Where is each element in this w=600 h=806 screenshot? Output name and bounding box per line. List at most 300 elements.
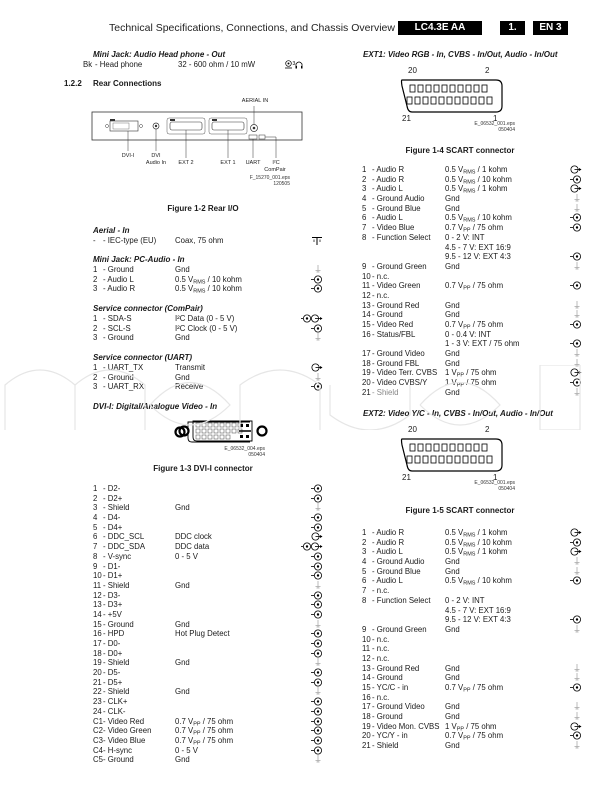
spec-value: 0 - 0.4 V: INT <box>445 329 492 339</box>
pin-number: 1 <box>362 528 367 537</box>
spec-subscript: PP <box>193 730 201 737</box>
input-signal-icon <box>570 731 582 740</box>
pin-signal-name: - Shield <box>103 687 130 697</box>
pin-row <box>93 746 333 756</box>
spec-subscript: RMS <box>463 179 476 186</box>
pin-signal-name: - Shield <box>103 580 130 590</box>
section-title-uart: Service connector (UART) <box>93 353 192 362</box>
pin-row <box>362 731 592 741</box>
section-title-compair: Service connector (ComPair) <box>93 304 203 313</box>
pin-number: 6 <box>362 213 367 223</box>
pin-specification <box>445 194 460 204</box>
pin-signal-name: - Audio R <box>372 528 405 537</box>
pin-signal-name: - D3+ <box>103 600 123 610</box>
pin-number: 15 <box>362 683 371 692</box>
spec-value: 0.5 V <box>445 174 464 184</box>
pin-signal-name: - Status/FBL <box>372 329 416 339</box>
pin-specification <box>445 741 460 751</box>
input-signal-icon <box>311 668 323 677</box>
input-signal-icon <box>311 697 323 706</box>
pin-signal-name: - Ground Green <box>372 624 427 634</box>
input-signal-icon <box>311 649 323 658</box>
pin-row <box>362 586 592 596</box>
pin-row <box>362 576 592 586</box>
pin-number: 9 <box>93 561 98 571</box>
pin-number: 3 <box>362 547 367 557</box>
spec-value: Gnd <box>445 349 460 359</box>
label-dvi-audio-in: Audio In <box>145 160 167 166</box>
spec-value: 32 - 600 ohm / 10 mW <box>178 60 256 69</box>
pin-signal-name: - HPD <box>103 629 125 639</box>
pin-signal-name: - UART_RX <box>103 382 145 392</box>
ground-icon <box>570 262 582 271</box>
ground-icon <box>570 388 582 397</box>
output-signal-icon <box>570 165 582 174</box>
spec-value-suffix: / 75 ohm <box>200 716 234 726</box>
pin-label-1: 1 <box>493 114 498 123</box>
pin-row <box>362 547 592 557</box>
pin-row <box>93 571 333 581</box>
input-signal-icon <box>570 538 582 547</box>
pin-row <box>362 320 592 330</box>
spec-value-suffix: / 1 kohm <box>475 547 508 557</box>
pin-number: 2 <box>93 323 98 333</box>
pin-label-21: 21 <box>402 473 411 482</box>
ground-icon <box>570 664 582 673</box>
ground-icon <box>311 503 323 512</box>
pin-row <box>93 736 333 746</box>
pin-signal-name: - n.c. <box>372 290 390 300</box>
pin-specification <box>175 382 203 392</box>
pin-row <box>362 693 592 703</box>
spec-value: Gnd <box>445 387 460 397</box>
spec-value: 4.5 - 7 V: EXT 16:9 <box>445 242 511 252</box>
pin-number: 19 <box>362 368 371 378</box>
spec-value: 0.5 V <box>445 576 464 586</box>
ground-icon <box>570 557 582 566</box>
pin-number: - <box>93 236 96 245</box>
pin-specification <box>445 243 511 253</box>
section-title-rear: Rear Connections <box>93 79 162 88</box>
pin-row <box>362 673 592 683</box>
pin-number: 17 <box>362 702 371 712</box>
pin-number: 15 <box>93 619 102 629</box>
pin-number: 23 <box>93 697 102 707</box>
pin-number: 13 <box>362 663 371 673</box>
pin-row <box>362 606 592 616</box>
ground-icon <box>570 712 582 721</box>
pin-number: 5 <box>93 522 98 532</box>
pin-signal-name: - Audio R <box>103 284 136 294</box>
pin-signal-name: - D0- <box>103 639 121 648</box>
pin-number: C4 <box>93 745 103 755</box>
pin-signal-name: - Ground <box>372 310 403 320</box>
pin-signal-name: - SCL-S <box>103 323 131 333</box>
pin-label-20: 20 <box>408 66 417 75</box>
ground-icon <box>570 359 582 368</box>
pin-number: 1 <box>93 265 98 274</box>
pin-number: 22 <box>93 687 102 697</box>
pin-row <box>93 620 333 630</box>
spec-value-suffix: / 75 ohm <box>464 721 497 731</box>
spec-value: Transmit <box>175 363 206 372</box>
pin-signal-name: - YC/C - in <box>372 683 409 692</box>
spec-value-suffix: / 75 ohm <box>464 378 497 388</box>
pin-row <box>93 697 333 707</box>
pin-signal-name: - Ground Video <box>372 702 425 712</box>
pin-signal-name: - V-sync <box>103 551 132 561</box>
pin-row <box>362 233 592 243</box>
pin-signal-name: - n.c. <box>372 692 390 702</box>
spec-value: 0 - 2 V: INT <box>445 232 485 242</box>
input-signal-icon <box>311 284 323 293</box>
pin-number: 2 <box>362 174 367 184</box>
spec-value: 0.7 V <box>445 731 464 741</box>
pin-number: 20 <box>362 378 371 388</box>
figure-file-name: E_06532_001.eps <box>474 121 515 127</box>
pin-label-21: 21 <box>402 114 411 123</box>
pin-row <box>362 204 592 214</box>
pin-specification <box>175 746 198 756</box>
pin-number: 2 <box>93 372 98 382</box>
pin-specification <box>445 606 511 616</box>
input-signal-icon <box>570 252 582 261</box>
pin-row <box>93 678 333 688</box>
input-signal-icon <box>311 726 323 735</box>
spec-value: 0.7 V <box>175 726 194 736</box>
pin-number: 1 <box>93 484 98 493</box>
pin-signal-name: - Ground <box>372 712 403 722</box>
pin-signal-name: - D3- <box>103 590 121 600</box>
pin-row <box>362 378 592 388</box>
pinlist-ext2 <box>362 528 592 751</box>
label-compair: ComPair <box>264 167 286 173</box>
pin-row <box>362 625 592 635</box>
spec-value: 0.5 V <box>175 284 194 294</box>
spec-value: 0.5 V <box>445 184 464 194</box>
spec-subscript: PP <box>456 726 465 733</box>
ground-icon <box>311 581 323 590</box>
ground-icon <box>570 625 582 634</box>
pin-label-2: 2 <box>485 66 490 75</box>
spec-value: Gnd <box>445 203 460 213</box>
spec-subscript: PP <box>463 285 471 292</box>
pin-signal-name: - Function Select <box>372 232 431 242</box>
pin-row <box>93 581 333 591</box>
pin-specification <box>445 615 511 625</box>
input-signal-icon <box>570 615 582 624</box>
pin-signal-name: - Video Mon. CVBS <box>372 721 440 731</box>
pin-number: 10 <box>362 634 371 644</box>
ground-icon <box>570 702 582 711</box>
pin-signal-name: - Video Red <box>103 716 145 726</box>
pin-signal-name: - D0+ <box>103 648 123 658</box>
pin-signal-name: - Ground <box>372 673 403 683</box>
pin-number: 13 <box>93 600 102 610</box>
spec-value: Gnd <box>445 673 460 683</box>
ground-icon <box>570 204 582 213</box>
pin-row <box>362 615 592 625</box>
pin-row <box>93 314 333 324</box>
spec-value: Gnd <box>175 503 190 513</box>
section-title-headphone: Mini Jack: Audio Head phone - Out <box>93 50 226 59</box>
ground-icon <box>311 373 323 382</box>
pin-specification <box>445 359 460 369</box>
pin-signal-name: - Video Terr. CVBS <box>372 368 438 378</box>
output-signal-icon <box>570 184 582 193</box>
spec-value: Gnd <box>445 557 460 567</box>
pin-row <box>362 683 592 693</box>
bidirectional-signal-icon <box>311 542 323 551</box>
pin-signal-name: - Video CVBS/Y <box>372 378 428 388</box>
pin-signal-name: - Ground <box>103 372 134 382</box>
pin-row <box>93 591 333 601</box>
spec-value: Gnd <box>445 194 460 204</box>
spec-subscript: PP <box>463 735 471 742</box>
pin-row <box>362 165 592 175</box>
spec-value: 0.7 V <box>175 716 194 726</box>
spec-value: 0.5 V <box>445 537 464 547</box>
ground-icon <box>570 301 582 310</box>
pin-signal-name: - Ground <box>103 333 134 343</box>
spec-value-suffix: / 75 ohm <box>470 281 504 291</box>
pin-row <box>362 330 592 340</box>
input-signal-icon <box>570 281 582 290</box>
pin-signal-name: - CLK- <box>103 706 126 716</box>
label-dvi-i: DVI-I <box>121 153 135 159</box>
figure-date: 050404 <box>498 486 515 492</box>
ground-icon <box>570 673 582 682</box>
spec-value: 0.5 V <box>445 547 464 557</box>
pin-row <box>93 373 333 383</box>
spec-value: 0.7 V <box>445 223 464 233</box>
spec-value: Gnd <box>445 624 460 634</box>
spec-value: Gnd <box>445 566 460 576</box>
pin-specification <box>445 262 460 272</box>
input-signal-icon <box>570 576 582 585</box>
spec-value: 0.5 V <box>445 213 464 223</box>
ground-icon <box>570 567 582 576</box>
pin-number: 4 <box>93 513 98 523</box>
pin-signal-name: - D1+ <box>103 571 123 581</box>
spec-value-suffix: / 10 kohm <box>205 274 242 284</box>
section-title-pc-audio: Mini Jack: PC-Audio - In <box>93 255 185 264</box>
pin-specification <box>445 664 460 674</box>
pin-specification <box>445 204 460 214</box>
spec-value-suffix: / 75 ohm <box>470 320 504 329</box>
input-signal-icon <box>311 275 323 284</box>
pin-specification <box>175 324 237 334</box>
pin-row <box>93 707 333 717</box>
pin-number: 8 <box>93 551 98 561</box>
chapter-badge: 1. <box>500 21 525 35</box>
spec-value-suffix: / 75 ohm <box>200 735 234 745</box>
pin-row <box>93 484 333 494</box>
pin-signal-name: - Shield <box>372 387 399 397</box>
pin-signal-name: - D5+ <box>103 677 123 687</box>
pin-signal-name: - CLK+ <box>103 697 128 707</box>
spec-subscript: RMS <box>463 188 476 195</box>
pin-number: 7 <box>362 223 367 233</box>
pin-specification <box>175 314 234 324</box>
pin-row <box>93 324 333 334</box>
pin-specification <box>445 252 511 262</box>
pin-specification <box>445 625 460 635</box>
pin-signal-name: - D4+ <box>103 522 123 532</box>
pin-number: C2 <box>93 726 103 736</box>
pin-row <box>93 726 333 736</box>
section-title-aerial: Aerial - In <box>93 226 130 235</box>
pin-signal-name: - +5V <box>103 609 122 619</box>
figure-date: 050404 <box>498 127 515 133</box>
pin-number: 5 <box>362 203 367 213</box>
pin-row <box>362 528 592 538</box>
spec-value-suffix: / 75 ohm <box>470 731 504 741</box>
pin-row <box>362 722 592 732</box>
input-signal-icon <box>311 639 323 648</box>
pin-signal-name: - Audio L <box>103 274 134 284</box>
pin-number: 8 <box>362 232 367 242</box>
pin-specification <box>175 503 190 513</box>
ground-icon <box>570 349 582 358</box>
pin-signal-name: - Audio L <box>372 547 403 557</box>
pin-number: 2 <box>93 274 98 284</box>
spec-subscript: RMS <box>463 217 476 224</box>
spec-value: Gnd <box>175 372 190 382</box>
pin-number: 16 <box>362 692 371 702</box>
spec-subscript: RMS <box>463 580 476 587</box>
spec-subscript: PP <box>463 324 471 331</box>
pin-signal-name: - Audio L <box>372 184 403 194</box>
pin-row <box>362 339 592 349</box>
bidirectional-signal-icon <box>311 314 323 323</box>
pin-number: 14 <box>93 609 102 619</box>
pin-number: 20 <box>93 668 102 678</box>
pin-number: 20 <box>362 731 371 741</box>
pin-signal-name: - Ground Blue <box>372 566 421 576</box>
pin-number: 4 <box>362 194 367 204</box>
pin-signal-name: - Audio L <box>372 213 403 223</box>
spec-value: 1 - 3 V: EXT / 75 ohm <box>445 339 520 349</box>
label-ext2: EXT 2 <box>178 160 194 166</box>
input-signal-icon <box>311 736 323 745</box>
pin-number: 21 <box>362 741 371 751</box>
spec-value: 1 V <box>445 368 457 378</box>
spec-value: 9.5 - 12 V: EXT 4:3 <box>445 615 511 625</box>
pin-number: 3 <box>362 184 367 194</box>
pin-specification <box>175 581 190 591</box>
pin-number: 21 <box>362 387 371 397</box>
pin-specification <box>175 658 190 668</box>
pin-number: 1 <box>93 314 98 323</box>
input-signal-icon <box>311 678 323 687</box>
pin-number: 12 <box>93 590 102 600</box>
pin-row <box>93 503 333 513</box>
pin-row <box>362 291 592 301</box>
spec-value-suffix: / 1 kohm <box>475 165 508 174</box>
input-signal-icon <box>311 600 323 609</box>
model-badge: LC4.3E AA <box>398 21 482 35</box>
pin-number: 16 <box>362 329 371 339</box>
pin-specification <box>445 673 460 683</box>
pin-number: 8 <box>362 595 367 605</box>
input-signal-icon <box>570 175 582 184</box>
figure-caption-rear-io: Figure 1-2 Rear I/O <box>167 204 239 213</box>
input-signal-icon <box>570 213 582 222</box>
pin-number: 15 <box>362 320 371 329</box>
pin-row <box>362 281 592 291</box>
page-title: Technical Specifications, Connections, and Chassis Overview <box>109 22 395 34</box>
spec-value: Gnd <box>445 300 460 310</box>
ground-icon <box>311 620 323 629</box>
pin-specification <box>445 301 460 311</box>
section-title-ext2: EXT2: Video Y/C - In, CVBS - In/Out, Audio - In/Out <box>363 409 553 418</box>
spec-value: 1 V <box>445 378 457 388</box>
input-signal-icon <box>311 552 323 561</box>
spec-value: Gnd <box>445 663 460 673</box>
pin-signal-name: - Video Blue <box>372 223 415 233</box>
pin-signal-name: - Ground FBL <box>372 358 420 368</box>
pin-number: 19 <box>362 721 371 731</box>
input-signal-icon <box>311 484 323 493</box>
spec-value-suffix: / 75 ohm <box>470 223 504 233</box>
pin-row <box>93 639 333 649</box>
pin-number: 12 <box>362 653 371 663</box>
headphone-icon <box>285 60 297 69</box>
pin-number: C1 <box>93 716 103 726</box>
pin-number: 24 <box>93 706 102 716</box>
spec-value-suffix: / 75 ohm <box>464 368 497 378</box>
pin-row <box>93 363 333 373</box>
pin-number: 11 <box>362 281 371 291</box>
pin-row <box>93 649 333 659</box>
spec-value: Gnd <box>445 712 460 722</box>
pin-row <box>93 532 333 542</box>
spec-value: 9.5 - 12 V: EXT 4:3 <box>445 252 511 262</box>
section-number: 1.2.2 <box>64 79 82 88</box>
pin-row <box>83 60 323 70</box>
spec-value: DDC data <box>175 542 210 552</box>
pin-signal-name: - DDC_SCL <box>103 532 145 542</box>
ground-icon <box>570 741 582 750</box>
spec-value: Gnd <box>175 619 190 629</box>
pin-row <box>362 596 592 606</box>
pin-number: 11 <box>93 580 102 590</box>
pin-row <box>362 243 592 253</box>
spec-value: Coax, 75 ohm <box>175 236 224 245</box>
spec-subscript: PP <box>463 227 471 234</box>
pin-specification <box>175 542 209 552</box>
spec-value: Gnd <box>175 333 190 343</box>
section-title-dvi: DVI-I: Digital/Analogue Video - In <box>93 402 218 411</box>
spec-subscript: PP <box>456 382 465 389</box>
pin-specification <box>175 755 190 765</box>
figure-date: 050404 <box>248 452 265 458</box>
pin-row <box>362 654 592 664</box>
spec-subscript: RMS <box>193 279 206 286</box>
pin-signal-name: - Ground Red <box>372 663 420 673</box>
figure-file-name: E_06532_001.eps <box>474 480 515 486</box>
pin-specification <box>445 557 460 567</box>
pin-row <box>362 741 592 751</box>
output-signal-icon <box>570 528 582 537</box>
pin-row <box>93 658 333 668</box>
input-signal-icon <box>311 707 323 716</box>
pin-specification <box>175 552 198 562</box>
pin-specification <box>175 687 190 697</box>
input-signal-icon <box>311 523 323 532</box>
pin-row <box>93 494 333 504</box>
